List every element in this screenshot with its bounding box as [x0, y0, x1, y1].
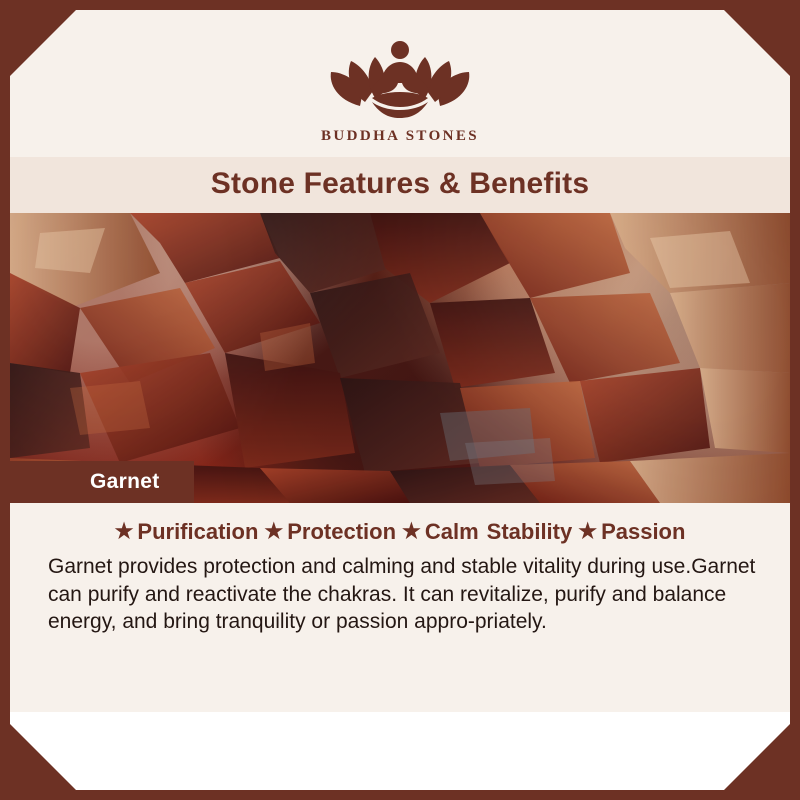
poster-inner	[10, 10, 790, 790]
stone-name-caption: Garnet	[10, 461, 194, 503]
benefits-row	[10, 503, 790, 547]
benefit-label: Passion	[601, 519, 686, 544]
benefit-protection	[264, 519, 396, 545]
benefit-label: Stability	[486, 519, 573, 544]
benefit-purification	[115, 519, 259, 545]
brand-name: BUDDHA STONES	[320, 128, 480, 144]
benefit-calm	[402, 519, 479, 545]
title-band	[10, 157, 790, 213]
lotus-meditation-icon	[325, 28, 475, 124]
brand-header	[10, 10, 790, 145]
benefit-label: Calm	[424, 519, 479, 544]
bottom-spacer	[10, 712, 790, 790]
benefit-passion	[578, 519, 685, 545]
description-text: Garnet provides protection and calming and stable vitality during use.Garnet can purify and reactivate the chakras. It can revitalize, purify and balance energy, and bring tranquility or passion appro-priately.	[48, 555, 756, 634]
stone-photo-texture	[10, 213, 790, 503]
benefit-label: Purification	[137, 519, 259, 544]
star-icon: ★	[264, 519, 284, 543]
benefit-stability	[487, 519, 573, 545]
stone-photo	[10, 213, 790, 503]
page-title: Stone Features & Benefits	[210, 167, 590, 200]
benefit-label: Protection	[287, 519, 397, 544]
star-icon: ★	[402, 519, 421, 543]
star-icon: ★	[114, 519, 134, 543]
star-icon: ★	[578, 519, 598, 543]
